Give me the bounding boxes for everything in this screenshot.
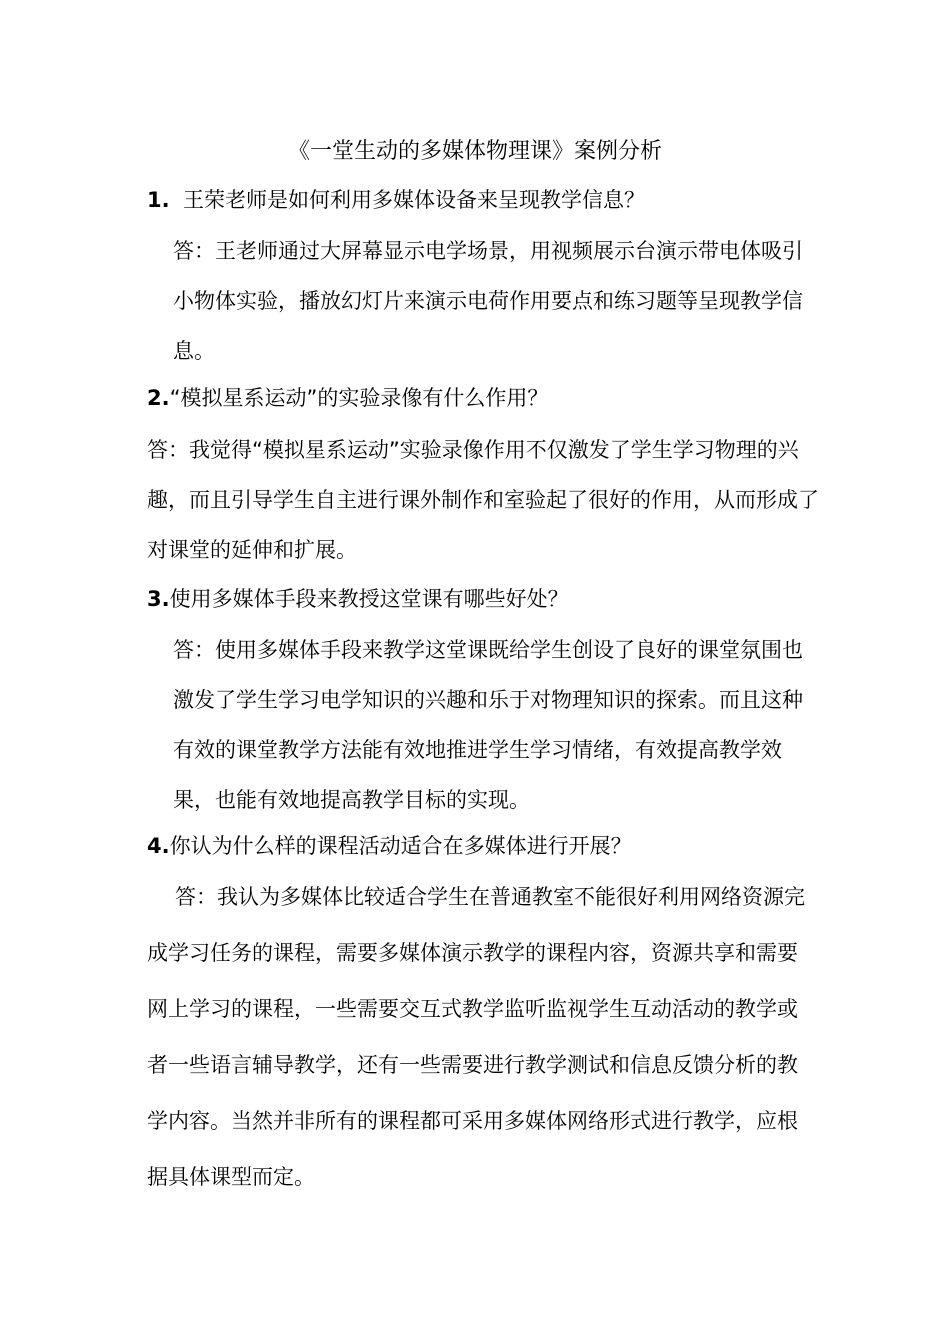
answer-3: 答：使用多媒体手段来教学这堂课既给学生创设了良好的课堂氛围也激发了学生学习电学知识的兴趣和乐于对物理知识的探索。而且这种有效的课堂教学方法能有效地推进学生学习情绪，有效提高教学效果，也能有效地提高教学目标的实现。 (173, 638, 803, 812)
document-title: 《一堂生动的多媒体物理课》案例分析 (287, 139, 662, 164)
question-text: 使用多媒体手段来教授这堂课有哪些好处？ (169, 587, 569, 611)
answer-1: 答：王老师通过大屏幕显示电学场景，用视频展示台演示带电体吸引小物体实验，播放幻灯片来演示电荷作用要点和练习题等呈现教学信息。 (173, 239, 803, 363)
question-text: 王荣老师是如何利用多媒体设备来呈现教学信息？ (182, 188, 645, 212)
question-text: 你认为什么样的课程活动适合在多媒体进行开展？ (169, 834, 632, 858)
answer-4: 答：我认为多媒体比较适合学生在普通教室不能很好利用网络资源完成学习任务的课程，需要多媒体演示教学的课程内容，资源共享和需要网上学习的课程，一些需要交互式教学监听监视学生互动活动的教学或者一些语言辅导教学，还有一些需要进行教学测试和信息反馈分析的教学内容。当然并非所有的课程都可采用多媒体网络形式进行教学，应根据具体课型而定。 (147, 885, 805, 1189)
question-4 (147, 828, 632, 864)
question-number: 1. (147, 188, 170, 212)
answer-2: 答：我觉得“模拟星系运动”实验录像作用不仅激发了学生学习物理的兴趣，而且引导学生自主进行课外制作和室验起了很好的作用，从而形成了对课堂的延伸和扩展。 (147, 438, 819, 562)
question-number: 4. (147, 834, 170, 858)
question-text: “模拟星系运动”的实验录像有什么作用？ (169, 386, 549, 410)
question-3 (147, 581, 569, 617)
question-2 (147, 380, 548, 416)
question-number: 2. (147, 386, 170, 410)
question-number: 3. (147, 587, 170, 611)
question-1 (147, 182, 645, 218)
